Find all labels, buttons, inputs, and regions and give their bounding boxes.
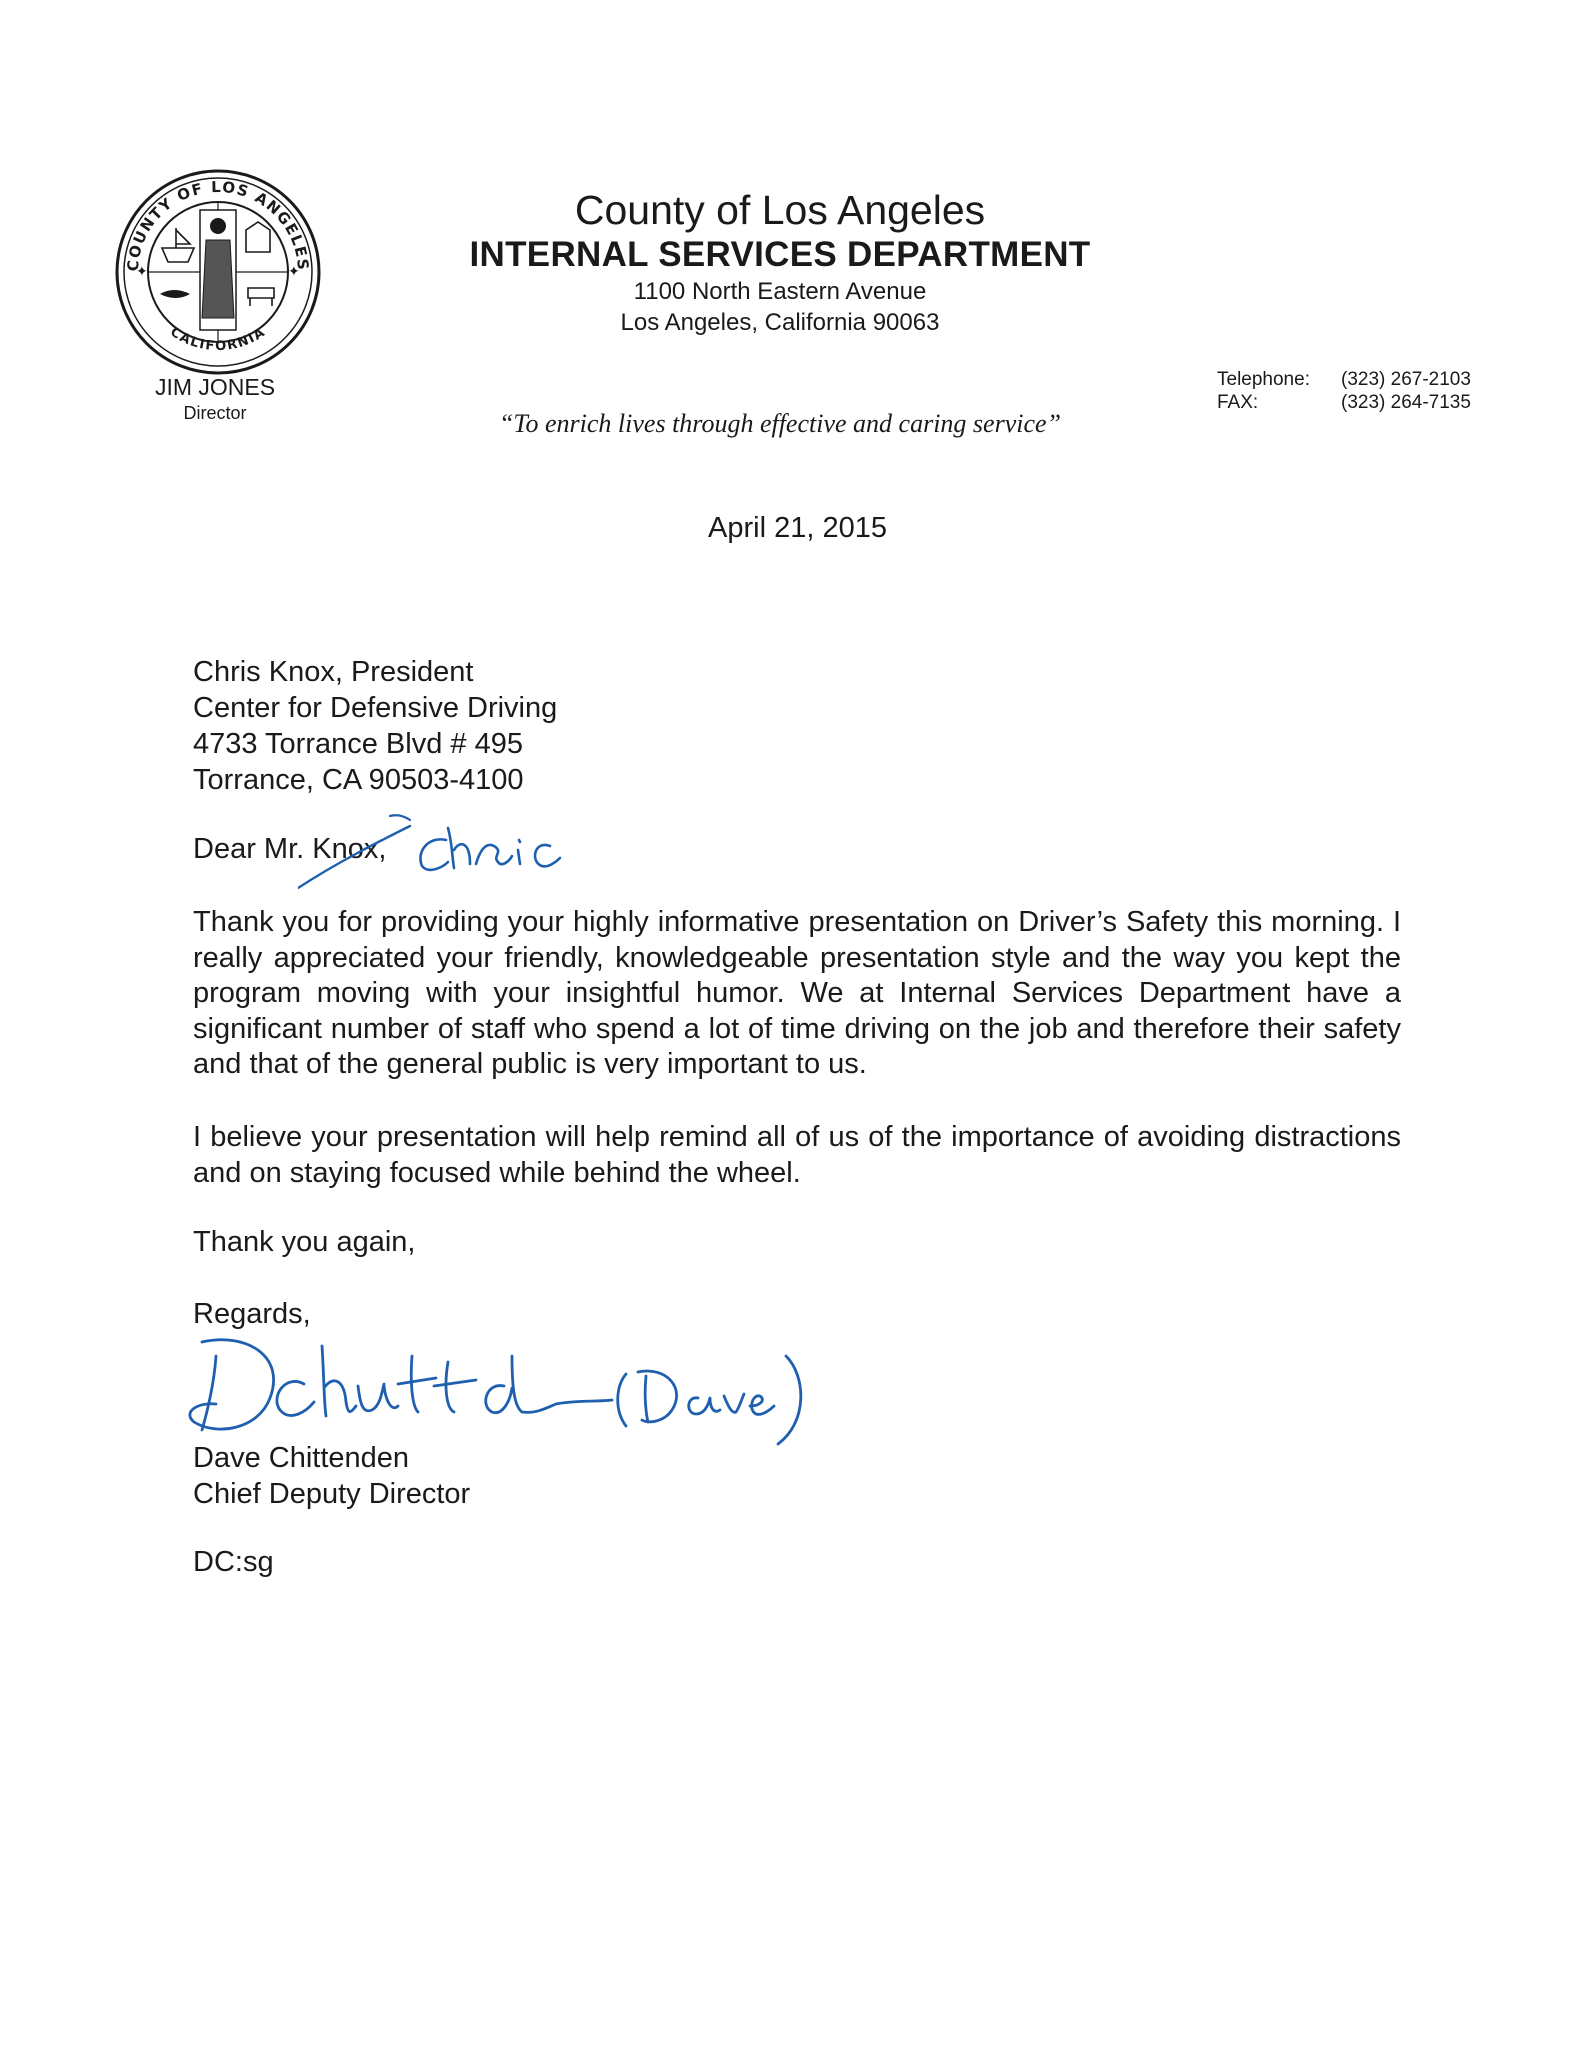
salutation-struck-name: Knox xyxy=(312,833,379,865)
reference-initials: DC:sg xyxy=(193,1546,274,1578)
contact-block xyxy=(1217,368,1471,414)
address-line-2: Los Angeles, California 90063 xyxy=(620,309,940,336)
body-paragraph: Thank you for providing your highly informative presentation on Driver’s Safety this morning. I really appreciated your friendly, knowledgeable presentation style and the way you kept the program moving with your insightful humor. We at Internal Services Department have a significant number of staff who spend a lot of time driving on the job and therefore their safety and that of the general public is very important to us. xyxy=(193,906,1401,1080)
addressee-line: Center for Defensive Driving xyxy=(193,692,558,724)
addressee-line: 4733 Torrance Blvd # 495 xyxy=(193,728,523,760)
seal-ring-top: COUNTY OF LOS ANGELES xyxy=(123,177,313,272)
signer-block xyxy=(193,1440,470,1512)
handwritten-name: chris xyxy=(298,812,301,813)
handwritten-chris-annotation xyxy=(298,812,578,890)
department-name: INTERNAL SERVICES DEPARTMENT xyxy=(469,235,1091,274)
salutation-suffix: , xyxy=(378,833,387,865)
closing-line: Thank you again, xyxy=(193,1226,416,1258)
telephone-row xyxy=(1217,368,1471,391)
addressee-block xyxy=(193,654,557,798)
signer-name: Dave Chittenden xyxy=(193,1442,410,1474)
letter-date: April 21, 2015 xyxy=(708,512,887,544)
addressee-line: Chris Knox, President xyxy=(193,656,474,688)
addressee-line: Torrance, CA 90503-4100 xyxy=(193,764,524,796)
signature-note: (Dave) xyxy=(186,1326,190,1327)
fax-label: FAX: xyxy=(1217,392,1259,413)
seal-ring-bottom: CALIFORNIA xyxy=(167,324,269,355)
salutation-prefix: Dear Mr. xyxy=(193,833,313,865)
director-title: Director xyxy=(183,403,247,423)
signer-title: Chief Deputy Director xyxy=(193,1478,471,1510)
motto: “To enrich lives through effective and caring service” xyxy=(498,409,1062,438)
svg-text:✦: ✦ xyxy=(288,264,300,280)
telephone-number: (323) 267-2103 xyxy=(1341,369,1471,390)
body-paragraph: I believe your presentation will help remind all of us of the importance of avoiding distractions and on staying focused while behind the wheel. xyxy=(193,1121,1401,1189)
fax-number: (323) 264-7135 xyxy=(1341,392,1471,413)
county-seal-icon xyxy=(114,168,322,376)
telephone-label: Telephone: xyxy=(1217,369,1310,390)
org-name: County of Los Angeles xyxy=(574,187,986,233)
regards: Regards, xyxy=(193,1298,311,1330)
svg-text:✦: ✦ xyxy=(136,264,148,280)
signature-image xyxy=(186,1326,816,1448)
address-line-1: 1100 North Eastern Avenue xyxy=(633,278,927,305)
fax-row xyxy=(1217,391,1471,414)
letterhead-org-block xyxy=(400,186,1160,338)
director-name: JIM JONES xyxy=(154,374,276,400)
